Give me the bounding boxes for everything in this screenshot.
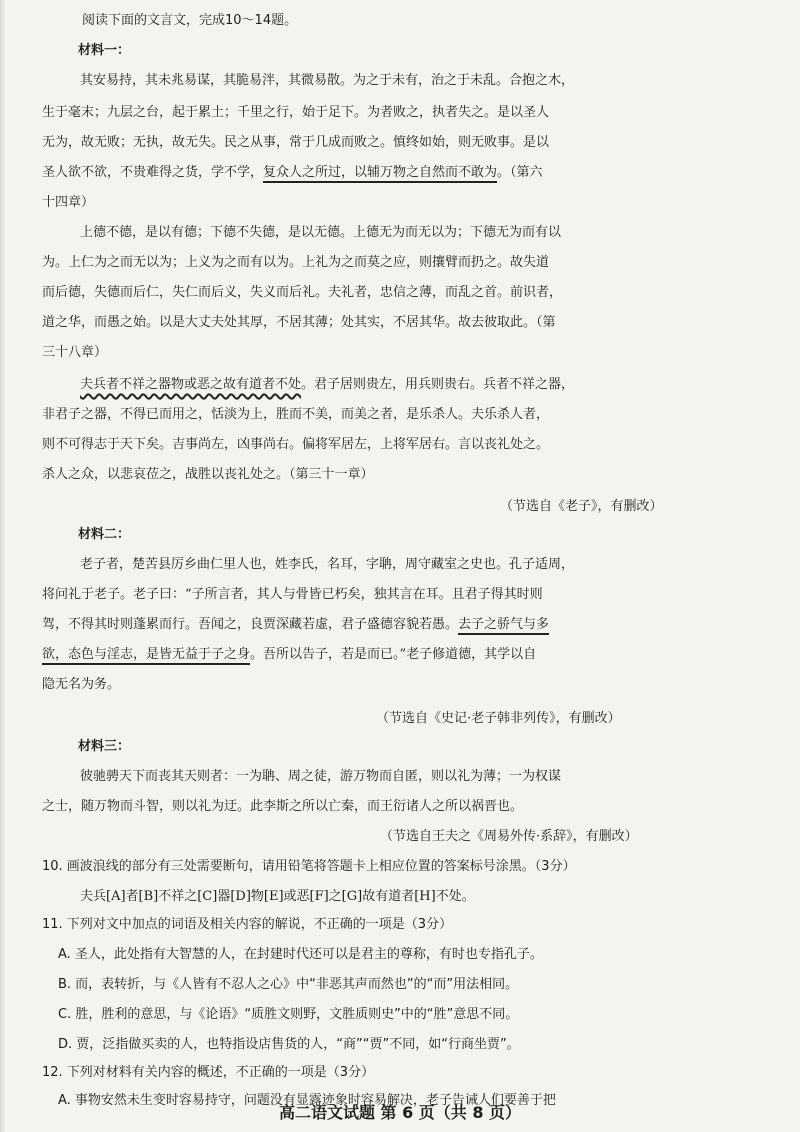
line-segment: 十四章） — [42, 195, 95, 210]
text-line-7 — [0, 188, 800, 218]
line-segment: A. 事物安然未生变时容易持守，问题没有显露迹象时容易解决，老子告诫人们要善于把 — [58, 1093, 556, 1108]
line-segment: 驾，不得其时则蓬累而行。吾闻之，良贾深藏若虚，君子盛德容貌若愚。 — [42, 617, 459, 632]
text-line-22 — [0, 640, 800, 670]
text-line-36 — [0, 1058, 800, 1088]
text-line-32 — [0, 940, 800, 970]
text-line-13 — [0, 370, 800, 400]
text-line-11 — [0, 308, 800, 338]
text-line-35 — [0, 1030, 800, 1060]
line-segment: 杀人之众，以悲哀莅之，战胜以丧礼处之。（第三十一章） — [42, 467, 374, 482]
text-line-1 — [0, 6, 800, 36]
text-line-21 — [0, 610, 800, 640]
line-segment: D. 贾，泛指做买卖的人，也特指设店售货的人，“商”“贾”不同，如“行商坐贾”。 — [58, 1037, 520, 1052]
underlined-text: 复众人之所过，以辅万物之自然而不敢为 — [263, 165, 497, 183]
page-footer: 高二语文试题 第 6 页（共 8 页） — [278, 1103, 522, 1122]
wavy-underlined-text: 夫兵者不祥之器物或恶之故有道者不处 — [80, 377, 302, 392]
line-segment: 。君子居则贵左，用兵则贵右。兵者不祥之器， — [301, 377, 575, 392]
line-segment: （节选自《老子》，有删改） — [500, 499, 663, 514]
text-line-15 — [0, 430, 800, 460]
text-line-9 — [0, 248, 800, 278]
underlined-text: 欲，态色与淫志，是皆无益于子之身 — [42, 647, 250, 665]
line-segment: 阅读下面的文言文，完成10～14题。 — [82, 13, 298, 28]
text-line-19 — [0, 550, 800, 580]
line-segment: 10. 画波浪线的部分有三处需要断句，请用铅笔将答题卡上相应位置的答案标号涂黑。（3分） — [42, 859, 576, 874]
line-segment: 无为，故无败；无执，故无失。民之从事，常于几成而败之。慎终如始，则无败事。是以 — [42, 135, 550, 150]
underlined-text: 去子之骄气与多 — [458, 617, 549, 635]
text-line-20 — [0, 580, 800, 610]
line-segment: 圣人欲不欲，不贵难得之货，学不学， — [42, 165, 264, 180]
text-line-6 — [0, 158, 800, 188]
text-line-3 — [0, 66, 800, 96]
line-segment: 非君子之器，不得已而用之，恬淡为上，胜而不美，而美之者，是乐杀人。夫乐杀人者， — [42, 407, 550, 422]
line-segment: A. 圣人，此处指有大智慧的人，在封建时代还可以是君主的尊称，有时也专指孔子。 — [58, 947, 543, 962]
line-segment: （节选自王夫之《周易外传·系辞》，有删改） — [380, 829, 638, 844]
line-segment: 而后德，失德而后仁，失仁而后义，失义而后礼。夫礼者，忠信之薄，而乱之首。前识者， — [42, 285, 563, 300]
line-segment: B. 而，表转折，与《人皆有不忍人之心》中“非恶其声而然也”的“而”用法相同。 — [58, 977, 519, 992]
line-segment: 夫兵[A]者[B]不祥之[C]器[D]物[E]或恶[F]之[G]故有道者[H]不处。 — [80, 889, 475, 904]
line-segment: C. 胜，胜利的意思，与《论语》“质胜文则野，文胜质则史”中的“胜”意思不同。 — [58, 1007, 519, 1022]
line-segment: 三十八章） — [42, 345, 108, 360]
text-line-18 — [0, 520, 800, 550]
line-segment: 之士，随万物而斗智，则以礼为迂。此李斯之所以亡秦，而王衍诸人之所以祸晋也。 — [42, 799, 524, 814]
text-line-26 — [0, 762, 800, 792]
line-segment: 材料一： — [78, 43, 131, 58]
text-line-17 — [0, 492, 800, 522]
text-line-28 — [0, 822, 800, 852]
text-line-14 — [0, 400, 800, 430]
text-line-29 — [0, 852, 800, 882]
line-segment: 。吾所以告子，若是而已。”老子修道德，其学以自 — [250, 647, 537, 662]
text-line-16 — [0, 460, 800, 490]
text-line-4 — [0, 98, 800, 128]
text-line-10 — [0, 278, 800, 308]
text-line-8 — [0, 218, 800, 248]
text-line-23 — [0, 670, 800, 700]
line-segment: 为。上仁为之而无以为；上义为之而有以为。上礼为之而莫之应，则攘臂而扔之。故失道 — [42, 255, 550, 270]
line-segment: 其安易持，其未兆易谋，其脆易泮，其微易散。为之于未有，治之于未乱。合抱之木， — [80, 73, 575, 88]
line-segment: 上德不德，是以有德；下德不失德，是以无德。上德无为而无以为；下德无为而有以 — [80, 225, 562, 240]
line-segment: 材料三： — [78, 739, 131, 754]
line-segment: 彼驰骋天下而丧其天则者：一为聃、周之徒，游万物而自匿，则以礼为薄；一为权谋 — [80, 769, 562, 784]
text-line-31 — [0, 910, 800, 940]
line-segment: 。（第六 — [497, 165, 543, 180]
line-segment: 将问礼于老子。老子曰：“子所言者，其人与骨皆已朽矣，独其言在耳。且君子得其时则 — [42, 587, 543, 602]
line-segment: 12. 下列对材料有关内容的概述，不正确的一项是（3分） — [42, 1065, 375, 1080]
line-segment: 材料二： — [78, 527, 131, 542]
line-segment: （节选自《史记·老子韩非列传》，有删改） — [376, 711, 621, 726]
line-segment: 则不可得志于天下矣。吉事尚左，凶事尚右。偏将军居左，上将军居右。言以丧礼处之。 — [42, 437, 550, 452]
text-line-34 — [0, 1000, 800, 1030]
line-segment: 道之华，而愚之始。以是大丈夫处其厚，不居其薄；处其实，不居其华。故去彼取此。（第 — [42, 315, 556, 330]
text-line-33 — [0, 970, 800, 1000]
line-segment: 老子者，楚苦县厉乡曲仁里人也，姓李氏，名耳，字聃，周守藏室之史也。孔子适周， — [80, 557, 575, 572]
line-segment: 隐无名为务。 — [42, 677, 121, 692]
text-line-25 — [0, 732, 800, 762]
text-line-2 — [0, 36, 800, 66]
text-line-12 — [0, 338, 800, 368]
text-line-24 — [0, 704, 800, 734]
text-line-5 — [0, 128, 800, 158]
text-line-30 — [0, 882, 800, 912]
text-line-27 — [0, 792, 800, 822]
line-segment: 11. 下列对文中加点的词语及相关内容的解说，不正确的一项是（3分） — [42, 917, 453, 932]
line-segment: 生于毫末；九层之台，起于累土；千里之行，始于足下。为者败之，执者失之。是以圣人 — [42, 105, 550, 120]
